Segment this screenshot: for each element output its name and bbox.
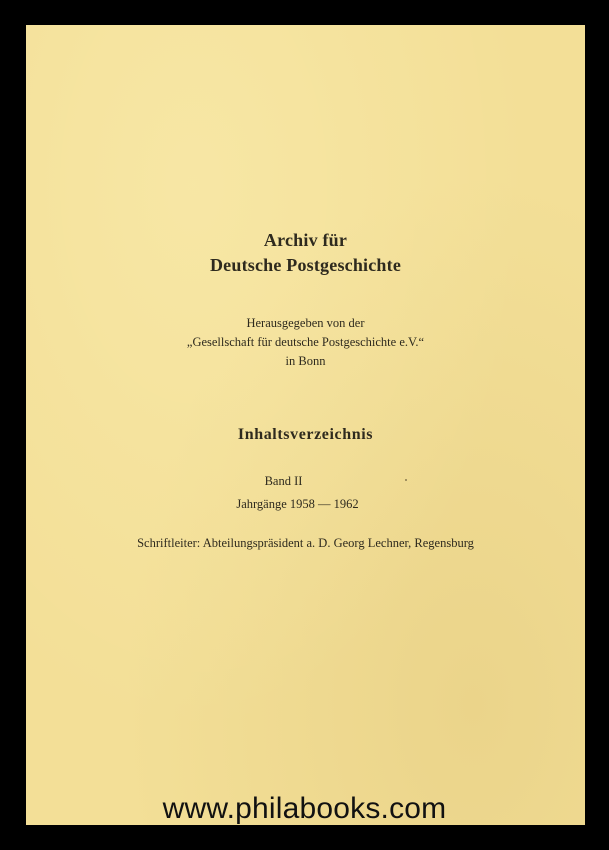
- years-label: Jahrgänge 1958 — 1962: [236, 497, 359, 511]
- subtitle: Inhaltsverzeichnis: [237, 426, 374, 443]
- paper-speck: [405, 479, 407, 481]
- title-line-2: Deutsche Postgeschichte: [209, 255, 402, 275]
- publisher-line-1: Herausgegeben von der: [246, 316, 365, 330]
- publisher-line-2: „Gesellschaft für deutsche Postgeschichte e.V.“: [186, 335, 425, 349]
- volume-label: Band II: [264, 474, 303, 488]
- book-cover: [26, 25, 585, 825]
- editor-line: Schriftleiter: Abteilungspräsident a. D. Georg Lechner, Regensburg: [137, 536, 474, 550]
- title-line-1: Archiv für: [263, 230, 348, 250]
- publisher-line-3: in Bonn: [285, 354, 326, 368]
- watermark-url: www.philabooks.com: [162, 792, 447, 825]
